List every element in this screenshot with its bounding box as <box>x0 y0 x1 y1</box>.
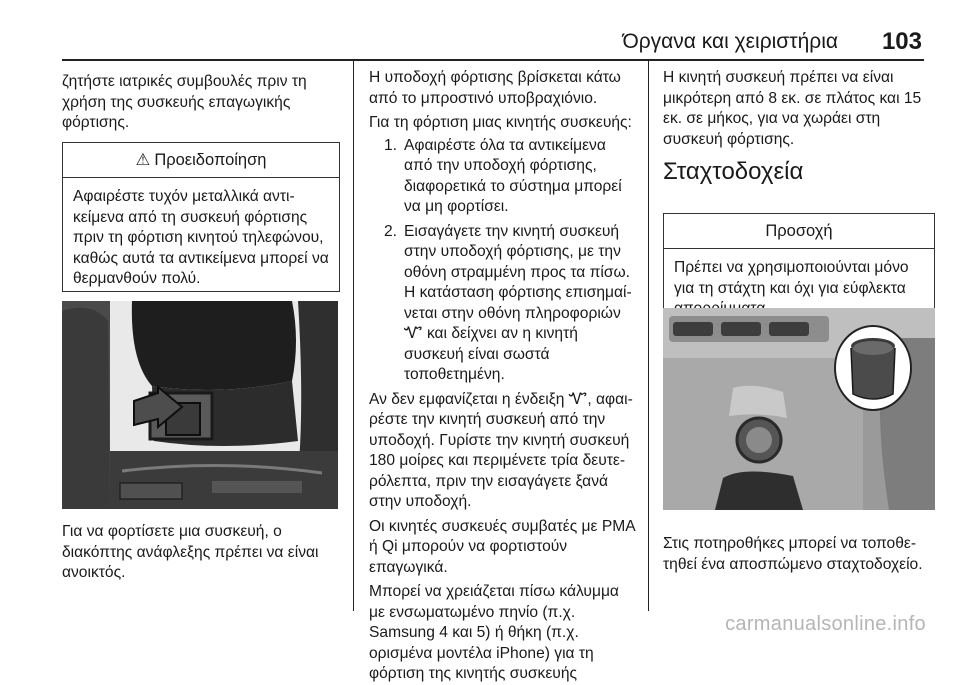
watermark: carmanualsonline.info <box>725 613 926 635</box>
charging-status-icon: Ꮙ <box>568 390 588 408</box>
step-item <box>369 222 635 386</box>
caution-title: Προσοχή <box>765 221 833 240</box>
warning-title: Προειδοποίηση <box>154 150 267 169</box>
paragraph-compatibility: Οι κινητές συσκευές συμβατές με PMA ή Qi μπορούν να φορτιστούν επαγωγικά. <box>369 517 635 576</box>
charging-slot-photo <box>62 301 338 509</box>
section-heading-ashtrays: Σταχτοδοχεία <box>663 158 804 185</box>
ashtray-photo <box>663 308 935 510</box>
header-rule <box>62 59 924 61</box>
charging-slot-illustration <box>62 301 338 509</box>
step-text: Αφαιρέστε όλα τα αντικείμενα από την υποδοχή φόρτισης, διαφορετικά το σύστημα μπορεί να μη φορτίσει. <box>404 136 622 215</box>
paragraph-steps-intro: Για τη φόρτιση μιας κινητής συσκευής: <box>369 114 632 131</box>
step-number: 1. <box>383 136 397 154</box>
intro-text <box>62 72 338 134</box>
paragraph-cover: Μπορεί να χρειάζεται πίσω κάλυμμα με ενσωματωμένο πηνίο (π.χ. Samsung 4 και 5) ή θήκη (π.χ. ορισμένα μοντέλα iPhone) για τη φόρτιση της κινητής συσκευής <box>369 583 619 682</box>
paragraph-no-indication: Αν δεν εμφανίζεται η ένδειξη Ꮙ, αφαιρέστε την κινητή συσκευή από την υποδοχή. Γυρίστε την κινητή συσκευή 180 μοίρες και περιμένετε τρία δευτερόλεπτα, πριν την εισαγάγετε ξανά στην υποδοχή. <box>369 390 633 510</box>
warning-text: Αφαιρέστε τυχόν μεταλλικά αντικείμενα από τη συσκευή φόρτισης πριν τη φόρτιση κινητού τηλεφώνου, καθώς αυτά τα αντικείμενα μπορεί να θερμανθούν πολύ. <box>73 188 329 287</box>
paragraph-location: Η υποδοχή φόρτισης βρίσκεται κάτω από το μπροστινό υποβραχιόνιο. <box>369 69 621 107</box>
page-header-title: Όργανα και χειριστήρια <box>622 30 838 53</box>
caution-header <box>664 214 934 249</box>
charging-caption <box>62 522 347 584</box>
warning-box <box>62 142 340 292</box>
step-text: Εισαγάγετε την κινητή συσκευή στην υποδοχή φόρτισης, με την οθόνη στραμμένη προς τα πίσω. Η κατάσταση φόρτισης επισημαίνεται στην οθόνη πληροφοριών Ꮙ και δείχνει αν η κινητή συσκευή είναι σωστά τοποθετημένη. <box>404 222 632 383</box>
warning-triangle-icon: ⚠ <box>135 151 151 169</box>
caption-paragraph: Για να φορτίσετε μια συσκευή, ο διακόπτης ανάφλεξης πρέπει να είναι ανοικτός. <box>62 523 319 581</box>
intro-paragraph: ζητήστε ιατρικές συμβουλές πριν τη χρήση της συσκευής επαγωγικής φόρτισης. <box>62 73 307 131</box>
steps-list <box>369 136 635 386</box>
step-number: 2. <box>383 222 397 240</box>
column-divider <box>648 61 649 611</box>
paragraph-size: Η κινητή συσκευή πρέπει να είναι μικρότερη από 8 εκ. σε πλάτος και 15 εκ. σε μήκος, για να χωράει στη συσκευή φόρτισης. <box>663 69 922 148</box>
device-size-text <box>663 68 933 150</box>
caption-paragraph: Στις ποτηροθήκες μπορεί να τοποθετηθεί ένα αποσπώμενο σταχτοδοχείο. <box>663 535 923 573</box>
charging-instructions <box>369 68 635 685</box>
ashtray-illustration <box>663 308 935 510</box>
ashtray-caption <box>663 534 933 575</box>
warning-header <box>63 143 339 178</box>
page-number: 103 <box>881 28 922 55</box>
step-item <box>369 136 635 218</box>
caution-text: Πρέπει να χρησιμοποιούνται μόνο για τη στάχτη και όχι για εύφλεκτα <box>674 259 909 297</box>
charging-status-icon: Ꮙ <box>404 325 423 342</box>
column-divider <box>353 61 354 611</box>
